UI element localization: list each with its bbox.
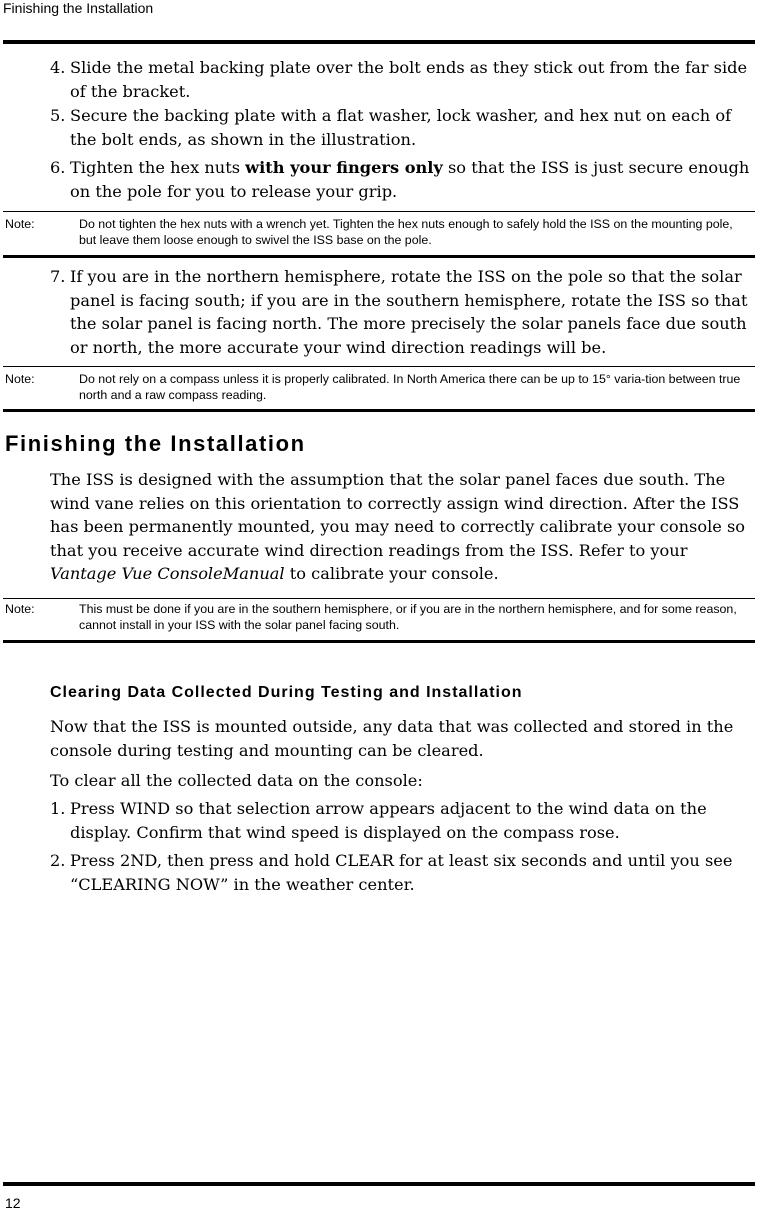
note-rule-top — [3, 366, 755, 367]
page-number: 12 — [5, 1195, 21, 1211]
step-number: 5. — [50, 106, 66, 125]
note-text: Do not rely on a compass unless it is properly calibrated. In North America there can be up to 15° varia-tion between true north and a raw compass reading. — [79, 372, 741, 402]
step-text: Slide the metal backing plate over the bolt ends as they stick out from the far side of the bracket. — [70, 58, 748, 101]
step-text — [70, 156, 752, 203]
manual-title: Vantage Vue ConsoleManual — [50, 564, 285, 583]
section-paragraph — [50, 468, 752, 586]
note-label: Note: — [5, 602, 35, 616]
note-1 — [5, 217, 753, 248]
step-5 — [50, 104, 752, 151]
note-text: Do not tighten the hex nuts with a wrench yet. Tighten the hex nuts enough to safely hold the ISS on the mounting pole, but leave them loose enough to swivel the ISS base on the pole. — [79, 217, 733, 247]
paragraph-text: to calibrate your console. — [284, 564, 499, 583]
clear-step-1 — [50, 797, 752, 844]
step-number: 6. — [50, 158, 66, 177]
subsection-paragraph-2: To clear all the collected data on the console: — [50, 771, 423, 790]
step-text: Press WIND so that selection arrow appears adjacent to the wind data on the display. Confirm that wind speed is displayed on the compass rose. — [70, 799, 707, 842]
note-rule-bottom — [3, 255, 755, 258]
step-text-part: Tighten the hex nuts — [70, 158, 246, 177]
step-text-emphasis: with your fingers only — [245, 158, 443, 177]
section-heading: Finishing the Installation — [5, 431, 306, 456]
note-rule-top — [3, 211, 755, 212]
step-number: 7. — [50, 267, 66, 286]
step-text: If you are in the northern hemisphere, rotate the ISS on the pole so that the solar panel is facing south; if you are in the southern hemisphere, rotate the ISS so that the solar panel is facing north. The more precisely the solar panels face due south or north, the more accurate your wind direction readings will be. — [70, 267, 748, 357]
note-text: This must be done if you are in the southern hemisphere, or if you are in the northern hemisphere, and for some reason, cannot install in your ISS with the solar panel facing south. — [79, 602, 737, 632]
note-2 — [5, 372, 753, 403]
step-text-part: so that the ISS is just secure enough on the pole for you to release your grip. — [70, 158, 750, 201]
step-text: Press 2ND, then press and hold CLEAR for at least six seconds and until you see “CLEARING NOW” in the weather center. — [70, 851, 733, 894]
header-rule — [3, 40, 755, 44]
paragraph-text: The ISS is designed with the assumption that the solar panel faces due south. The wind vane relies on this orientation to correctly assign wind direction. After the ISS has been permanently mounted, you may need to correctly calibrate your console so that you receive accurate wind direction readings from the ISS. Refer to your — [50, 470, 746, 560]
subsection-paragraph-1: Now that the ISS is mounted outside, any data that was collected and stored in the console during testing and mounting can be cleared. — [50, 717, 734, 760]
note-label: Note: — [5, 217, 35, 231]
step-number: 2. — [50, 851, 66, 870]
step-number: 4. — [50, 58, 66, 77]
running-header: Finishing the Installation — [3, 0, 154, 16]
step-text: Secure the backing plate with a flat washer, lock washer, and hex nut on each of the bolt ends, as shown in the illustration. — [70, 106, 732, 149]
note-label: Note: — [5, 372, 35, 386]
clear-step-2 — [50, 849, 752, 896]
note-rule-top — [3, 598, 755, 599]
footer-rule — [3, 1182, 755, 1186]
note-rule-bottom — [3, 640, 755, 643]
note-3 — [5, 602, 753, 633]
step-7 — [50, 265, 752, 359]
subsection-heading: Clearing Data Collected During Testing and Installation — [50, 684, 523, 701]
note-rule-bottom — [3, 409, 755, 412]
step-number: 1. — [50, 799, 66, 818]
step-4 — [50, 56, 752, 103]
step-6 — [50, 156, 752, 203]
